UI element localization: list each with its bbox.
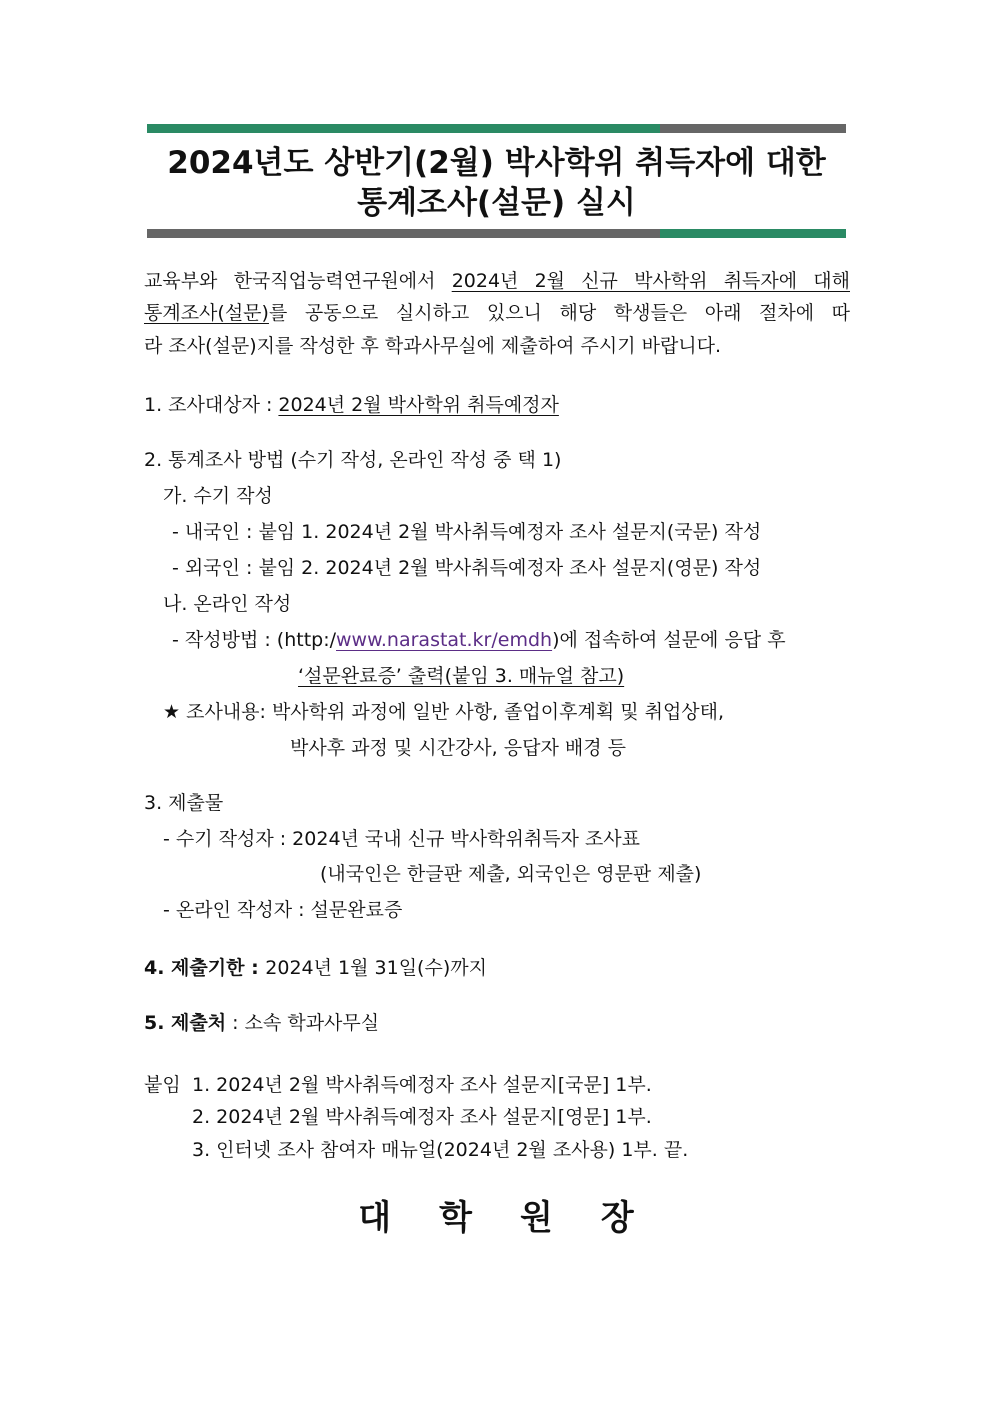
section-5-value: : 소속 학과사무실 — [226, 1012, 380, 1034]
section-5-label: 5. 제출처 — [144, 1012, 227, 1034]
section-2-item-a: 가. 수기 작성 — [163, 485, 273, 507]
contents-label: 조사내용: — [186, 701, 272, 723]
section-3-item-b: - 온라인 작성자 : 설문완료증 — [163, 899, 403, 921]
title-line-1: 2024년도 상반기(2월) 박사학위 취득자에 대한 — [167, 145, 826, 181]
intro-line-1 — [144, 268, 850, 294]
section-2-item-b: 나. 온라인 작성 — [163, 593, 292, 615]
closing-signature — [0, 1190, 992, 1239]
attachment-item-2: 2. 2024년 2월 박사취득예정자 조사 설문지[영문] 1부. — [192, 1106, 652, 1128]
section-3-heading: 3. 제출물 — [144, 792, 224, 814]
method-suffix: )에 접속하여 설문에 응답 후 — [552, 629, 786, 651]
intro-underlined-text: 통계조사(설문) — [144, 302, 269, 324]
intro-line-3: 라 조사(설문)지를 작성한 후 학과사무실에 제출하여 주시기 바랍니다. — [144, 335, 722, 357]
closing-char: 학 — [439, 1198, 472, 1238]
bar-green-segment — [660, 229, 846, 238]
intro-text: 를 공동으로 실시하고 있으니 해당 학생들은 아래 절차에 따 — [268, 302, 850, 324]
section-3-item-a2: (내국인은 한글판 제출, 외국인은 영문판 제출) — [320, 863, 702, 885]
closing-char: 원 — [520, 1198, 553, 1238]
section-4 — [144, 955, 487, 981]
bar-green-segment — [147, 124, 660, 133]
section-1-value: 2024년 2월 박사학위 취득예정자 — [278, 394, 559, 416]
star-icon: ★ — [163, 701, 181, 723]
section-2-item-a2: - 외국인 : 붙임 2. 2024년 2월 박사취득예정자 조사 설문지(영문) 작성 — [172, 557, 762, 579]
intro-underlined-text: 2024년 2월 신규 박사학위 취득자에 대해 — [451, 270, 850, 292]
method-prefix: - 작성방법 : (http:/ — [172, 629, 337, 651]
section-1 — [144, 392, 559, 418]
section-2-item-a1: - 내국인 : 붙임 1. 2024년 2월 박사취득예정자 조사 설문지(국문) 작성 — [172, 521, 762, 543]
title-bottom-bar — [147, 229, 846, 238]
contents-line-1: 박사학위 과정에 일반 사항, 졸업이후계획 및 취업상태, — [271, 701, 725, 723]
attachment-item-3: 3. 인터넷 조사 참여자 매뉴얼(2024년 2월 조사용) 1부. 끝. — [192, 1139, 689, 1161]
section-4-label: 4. 제출기한 : — [144, 957, 266, 979]
bar-gray-segment — [660, 124, 846, 133]
section-5 — [144, 1010, 379, 1036]
intro-text: 교육부와 한국직업능력연구원에서 — [144, 270, 452, 292]
section-2-heading: 2. 통계조사 방법 (수기 작성, 온라인 작성 중 택 1) — [144, 449, 562, 471]
section-2-contents — [163, 699, 724, 725]
attachment-item-1: 1. 2024년 2월 박사취득예정자 조사 설문지[국문] 1부. — [192, 1074, 652, 1096]
closing-char: 대 — [358, 1198, 392, 1238]
bar-gray-segment — [147, 229, 660, 238]
title-line-2: 통계조사(설문) 실시 — [357, 185, 636, 221]
title-top-bar — [147, 124, 846, 133]
survey-url-link[interactable]: www.narastat.kr/emdh — [336, 629, 553, 651]
closing-char: 장 — [600, 1198, 634, 1238]
section-3-item-a: - 수기 작성자 : 2024년 국내 신규 박사학위취득자 조사표 — [163, 828, 641, 850]
attachments-label: 붙임 — [144, 1074, 181, 1096]
section-2-item-b1 — [172, 627, 786, 653]
intro-line-2 — [144, 300, 850, 326]
section-1-label: 1. 조사대상자 : — [144, 394, 279, 416]
section-2-contents-line-2: 박사후 과정 및 시간강사, 응답자 배경 등 — [290, 737, 626, 759]
section-2-item-b2: ‘설문완료증’ 출력(붙임 3. 매뉴얼 참고) — [298, 665, 625, 687]
section-4-value: 2024년 1월 31일(수)까지 — [265, 957, 487, 979]
